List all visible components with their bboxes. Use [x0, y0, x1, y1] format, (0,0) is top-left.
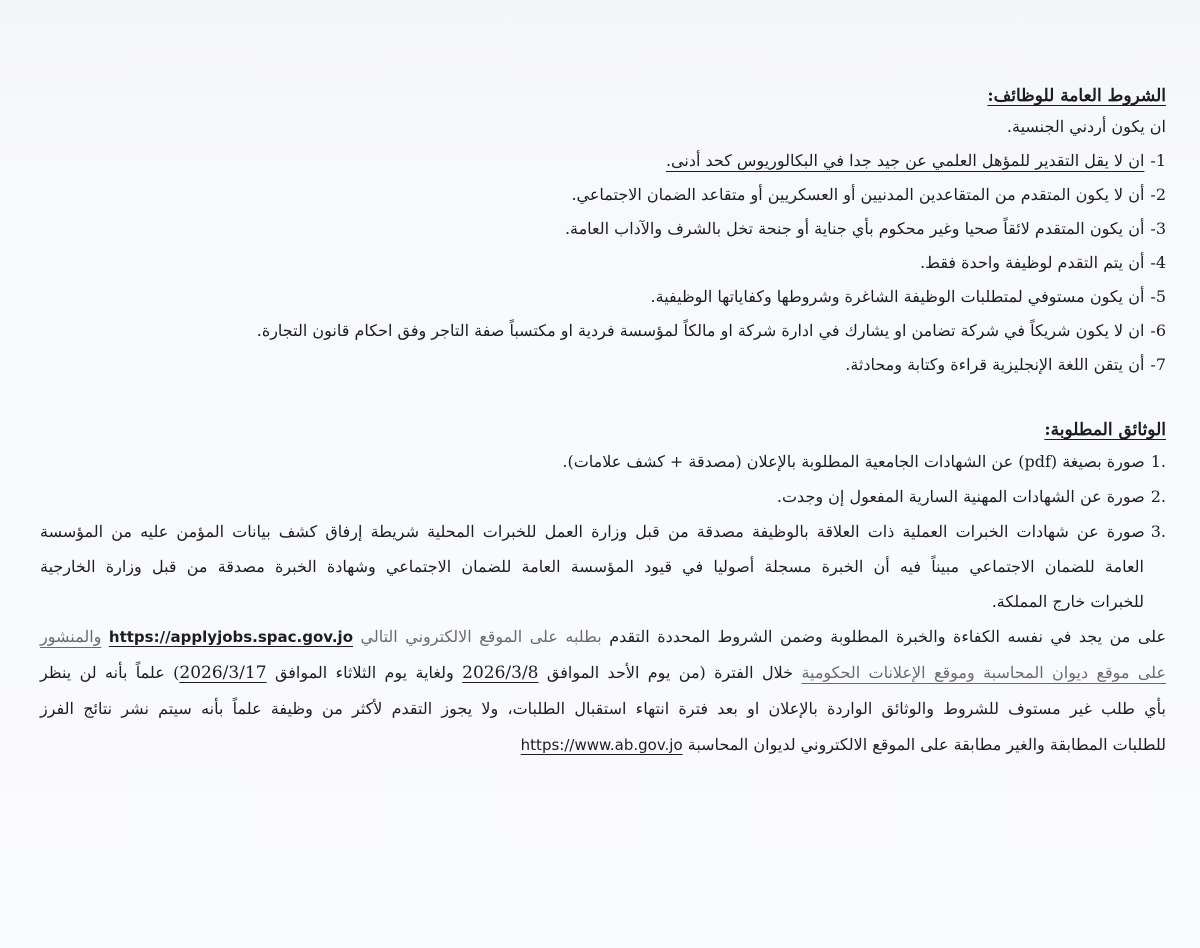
apply-jobs-link[interactable]: https://applyjobs.spac.gov.jo: [108, 628, 353, 646]
document-item-1: .1صورة بصيغة (pdf) عن الشهادات الجامعية المطلوبة بالإعلان (مصدقة + كشف علامات).: [562, 452, 1166, 471]
document-item-3-line-2: العامة للضمان الاجتماعي مبيناً فيه أن الخبرة مسجلة أصوليا في قيود المؤسسة العامة للضمان الاجتماعي وشهادة الخبرة مصدقة من قبل وزارة الخارجية: [40, 557, 1144, 576]
general-item-1: 1-ان لا يقل التقدير للمؤهل العلمي عن جيد جدا في البكالوريوس كحد أدنى.: [665, 151, 1166, 170]
general-item-4: 4-أن يتم التقدم لوظيفة واحدة فقط.: [920, 253, 1166, 272]
closing-line-4: للطلبات المطابقة والغير مطابقة على الموقع الالكتروني لديوان المحاسبة https://www.ab.gov.jo: [520, 735, 1166, 754]
general-item-2: 2-أن لا يكون المتقدم من المتقاعدين المدنيين أو العسكريين أو متقاعد الضمان الاجتماعي.: [571, 185, 1166, 204]
end-date: 2026/3/17: [179, 663, 267, 683]
general-intro: ان يكون أردني الجنسية.: [1006, 117, 1166, 136]
start-date: 2026/3/8: [462, 663, 539, 683]
required-documents-section: [40, 416, 1166, 619]
general-item-6: 6-ان لا يكون شريكاً في شركة تضامن او يشارك في ادارة شركة او مالكاً لمؤسسة فردية او مكتسباً صفة التاجر وفق احكام قانون التجارة.: [256, 321, 1166, 340]
general-conditions-heading: الشروط العامة للوظائف:: [987, 86, 1166, 106]
general-item-5: 5-أن يكون مستوفي لمتطلبات الوظيفة الشاغرة وشروطها وكفاياتها الوظيفية.: [650, 287, 1166, 306]
document-item-2: .2صورة عن الشهادات المهنية السارية المفعول إن وجدت.: [776, 487, 1166, 506]
document-item-3-line-3: للخبرات خارج المملكة.: [991, 592, 1144, 611]
required-documents-heading: الوثائق المطلوبة:: [1044, 420, 1166, 440]
general-item-7: 7-أن يتقن اللغة الإنجليزية قراءة وكتابة ومحادثة.: [845, 355, 1166, 374]
document-content: [40, 82, 1166, 763]
closing-line-2: على موقع ديوان المحاسبة وموقع الإعلانات الحكومية خلال الفترة (من يوم الأحد الموافق 2026/3/8 ولغاية يوم الثلاثاء الموافق 2026/3/17) علماً بأنه لن ينظر: [40, 663, 1167, 683]
document-item-3-line-1: .3صورة عن شهادات الخبرات العملية ذات العلاقة بالوظيفة مصدقة من قبل وزارة العمل للخبرات المحلية شريطة إرفاق كشف بيانات المؤمن عليه من المؤسسة: [40, 522, 1166, 541]
closing-line-3: بأي طلب غير مستوف للشروط والوثائق الواردة بالإعلان او بعد فترة انتهاء استقبال الطلبات، ولا يجوز التقدم لأكثر من وظيفة علماً بأنه سيتم نشر نتائج الفرز: [40, 699, 1166, 718]
audit-bureau-link[interactable]: https://www.ab.gov.jo: [520, 736, 683, 754]
closing-line-1: على من يجد في نفسه الكفاءة والخبرة المطلوبة وضمن الشروط المحددة التقدم بطلبه على الموقع الالكتروني التالي https://applyjobs.spac.gov.jo والمنشور: [40, 627, 1167, 646]
general-item-3: 3-أن يكون المتقدم لائقاً صحيا وغير محكوم بأي جناية أو جنحة تخل بالشرف والآداب العامة.: [564, 219, 1166, 238]
